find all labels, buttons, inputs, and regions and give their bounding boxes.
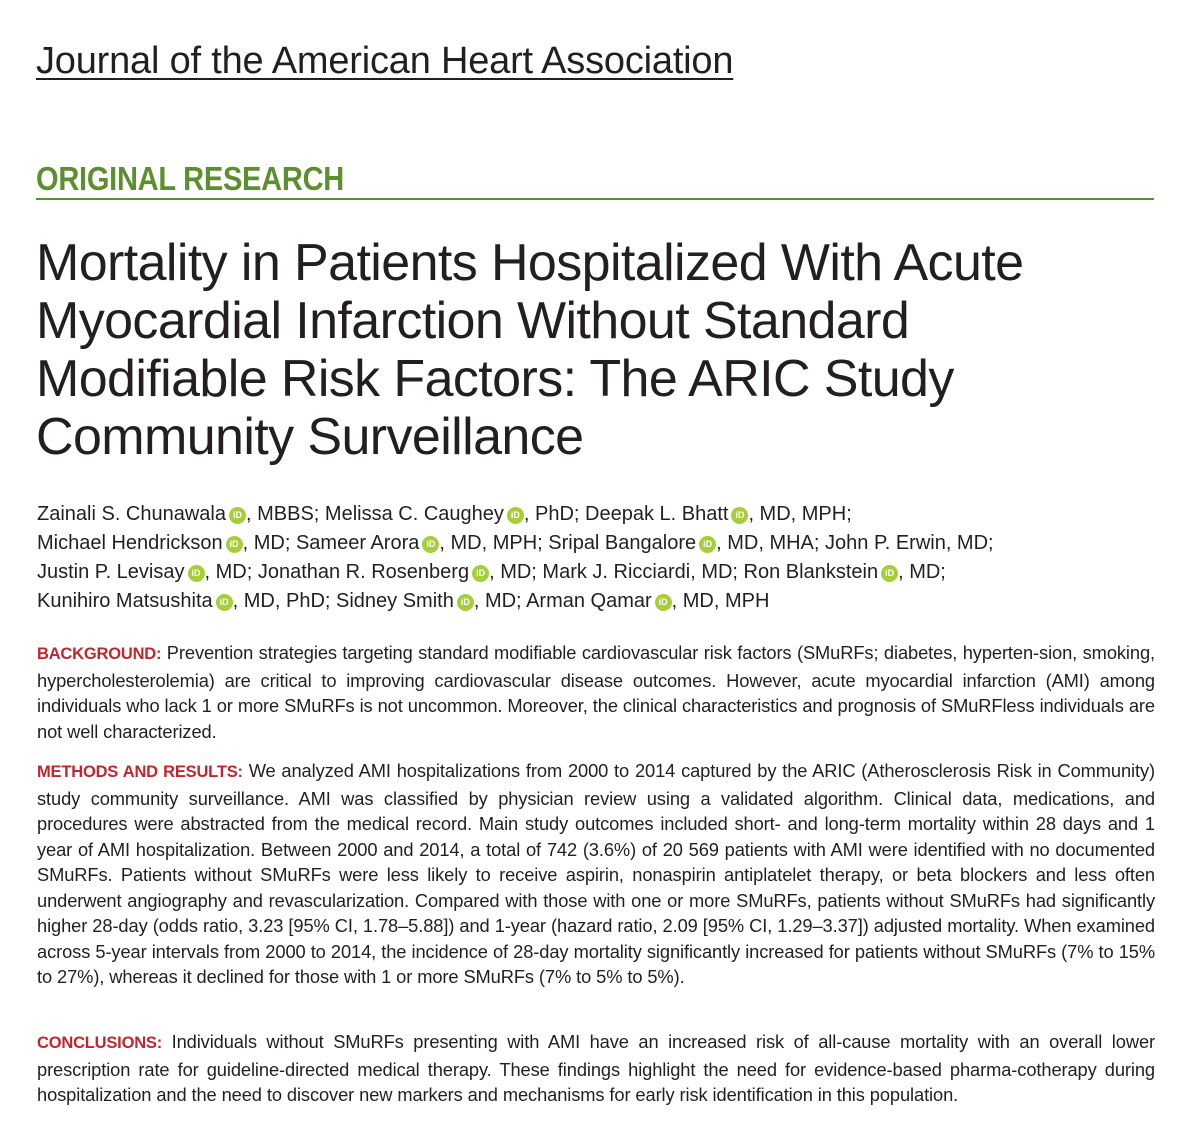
section-divider — [36, 198, 1154, 200]
author-text: Kunihiro Matsushita — [37, 590, 213, 612]
orcid-icon[interactable]: iD — [472, 565, 489, 582]
section-label: ORIGINAL RESEARCH — [36, 160, 344, 197]
abstract-conclusions — [37, 1029, 1155, 1108]
orcid-icon[interactable]: iD — [881, 565, 898, 582]
title-line-1: Mortality in Patients Hospitalized With Acute — [36, 234, 1024, 292]
author-text: , MD, MPH — [671, 590, 770, 612]
abstract-background — [37, 640, 1155, 744]
author-text: Zainali S. Chunawala — [37, 503, 226, 525]
author-line-4 — [37, 587, 1167, 616]
author-text: , MD, PhD; Sidney Smith — [232, 590, 454, 612]
orcid-icon[interactable]: iD — [229, 507, 246, 524]
abstract-methods-results — [37, 758, 1155, 990]
orcid-icon[interactable]: iD — [655, 594, 672, 611]
title-line-3: Modifiable Risk Factors: The ARIC Study — [36, 350, 954, 408]
author-text: Michael Hendrickson — [37, 532, 223, 554]
orcid-icon[interactable]: iD — [226, 536, 243, 553]
abstract-section-label: CONCLUSIONS: — [37, 1034, 163, 1052]
author-text: , MD, MPH; — [748, 503, 852, 525]
orcid-icon[interactable]: iD — [731, 507, 748, 524]
orcid-icon[interactable]: iD — [422, 536, 439, 553]
author-text: , MD; Arman Qamar — [473, 590, 652, 612]
title-line-4: Community Surveillance — [36, 408, 584, 466]
author-text: , MD; Jonathan R. Rosenberg — [204, 561, 470, 583]
author-text: , PhD; Deepak L. Bhatt — [523, 503, 729, 525]
author-text: , MD; Sameer Arora — [242, 532, 420, 554]
article-title — [36, 234, 1166, 466]
abstract-section-text: Prevention strategies targeting standard modifiable cardiovascular risk factors (SMuRFs; diabetes, hyperten-sion, smoking, hypercholesterolemia) are critical to improving cardiovascular disease outcomes. However, acute myocardial infarction (AMI) among individuals who lack 1 or more SMuRFs is not uncommon. Moreover, the clinical characteristics and prognosis of SMuRFless individuals are not well characterized. — [37, 642, 1155, 742]
author-text: , MBBS; Melissa C. Caughey — [246, 503, 504, 525]
author-text: , MD, MHA; John P. Erwin, MD; — [716, 532, 994, 554]
orcid-icon[interactable]: iD — [457, 594, 474, 611]
orcid-icon[interactable]: iD — [216, 594, 233, 611]
author-text: , MD; Mark J. Ricciardi, MD; Ron Blankstein — [489, 561, 879, 583]
title-line-2: Myocardial Infarction Without Standard — [36, 292, 910, 350]
author-line-2 — [37, 529, 1167, 558]
orcid-icon[interactable]: iD — [507, 507, 524, 524]
abstract-section-label: METHODS AND RESULTS: — [37, 763, 243, 781]
author-list — [37, 500, 1167, 616]
author-line-1 — [37, 500, 1167, 529]
author-line-3 — [37, 558, 1167, 587]
author-text: , MD; — [898, 561, 946, 583]
orcid-icon[interactable]: iD — [699, 536, 716, 553]
author-text: , MD, MPH; Sripal Bangalore — [439, 532, 697, 554]
orcid-icon[interactable]: iD — [188, 565, 205, 582]
abstract-section-label: BACKGROUND: — [37, 645, 162, 663]
author-text: Justin P. Levisay — [37, 561, 185, 583]
journal-title: Journal of the American Heart Association — [36, 40, 734, 82]
abstract-section-text: We analyzed AMI hospitalizations from 2000 to 2014 captured by the ARIC (Atherosclerosis Risk in Community) study community surveillance. AMI was classified by physician review using a validated algorithm. Clinical data, medications, and procedures were abstracted from the medical record. Main study outcomes included short- and long-term mortality within 28 days and 1 year of AMI hospitalization. Between 2000 and 2014, a total of 742 (3.6%) of 20 569 patients with AMI were identified with no documented SMuRFs. Patients without SMuRFs were less likely to receive aspirin, nonaspirin antiplatelet therapy, or beta blockers and less often underwent angiography and revascularization. Compared with those with one or more SMuRFs, patients without SMuRFs had significantly higher 28-day (odds ratio, 3.23 [95% CI, 1.78–5.88]) and 1-year (hazard ratio, 2.09 [95% CI, 1.29–3.37]) adjusted mortality. When examined across 5-year intervals from 2000 to 2014, the incidence of 28-day mortality significantly increased for patients without SMuRFs (7% to 15% to 27%), whereas it declined for those with 1 or more SMuRFs (7% to 5% to 5%). — [37, 760, 1155, 987]
abstract-section-text: Individuals without SMuRFs presenting with AMI have an increased risk of all-cause mortality with an overall lower prescription rate for guideline-directed medical therapy. These findings highlight the need for evidence-based pharma-cotherapy during hospitalization and the need to discover new markers and mechanisms for early risk identification in this population. — [37, 1031, 1155, 1105]
